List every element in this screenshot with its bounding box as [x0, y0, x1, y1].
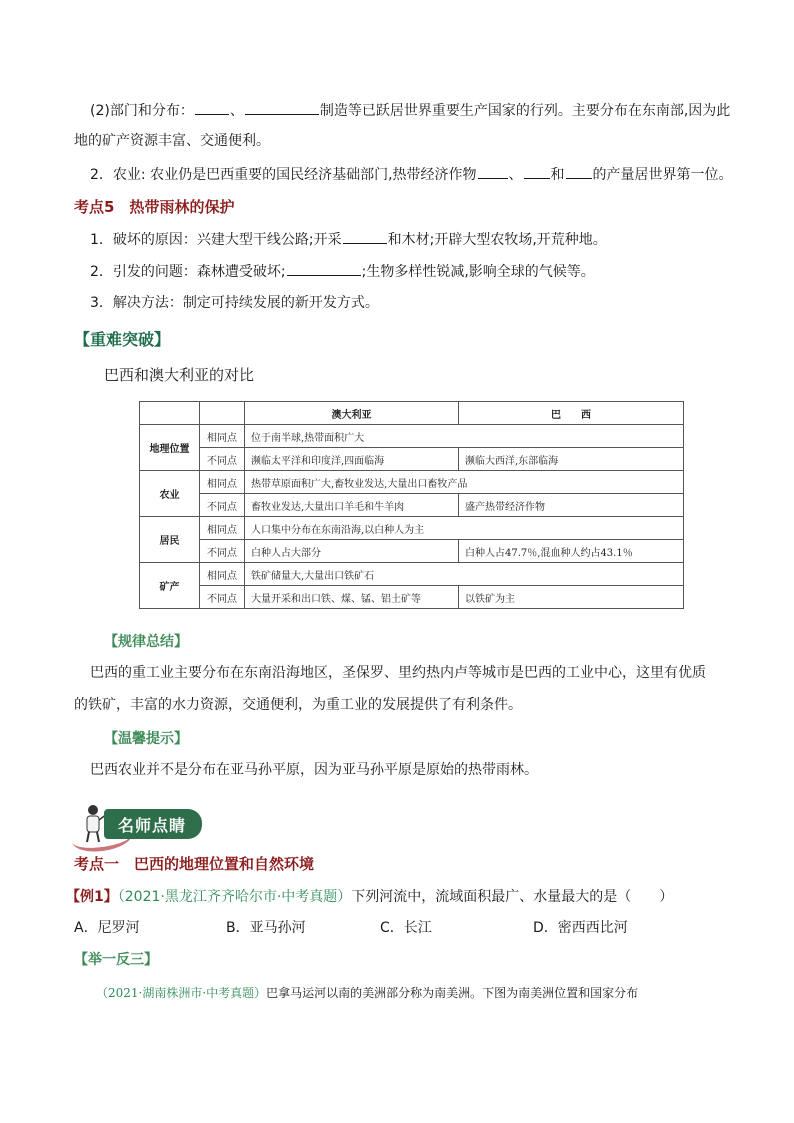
answer-option-c[interactable]: C．长江 — [380, 920, 432, 936]
category-cell: 居民 — [140, 517, 200, 563]
same-text: 位于南半球,热带面积广大 — [245, 425, 684, 448]
text-segment: 1．破坏的原因：兴建大型干线公路;开采 — [90, 232, 342, 248]
same-text: 热带草原面积广大,畜牧业发达,大量出口畜牧产品 — [245, 471, 684, 494]
fill-blank[interactable] — [287, 261, 361, 276]
fill-blank[interactable] — [195, 100, 229, 115]
same-label: 相同点 — [200, 425, 245, 448]
section-label-zhongnan: 【重难突破】 — [74, 330, 171, 349]
question-text: 巴拿马运河以南的美洲部分称为南美洲。下图为南美洲位置和国家分布 — [266, 986, 639, 1000]
table-row — [140, 448, 684, 471]
text-segment: 2．农业: 农业仍是巴西重要的国民经济基础部门,热带经济作物 — [90, 167, 477, 183]
brazil-cell: 以铁矿为主 — [459, 586, 684, 609]
industry-line-cont: 地的矿产资源丰富、交通便利。 — [74, 133, 270, 149]
wenxin-text: 巴西农业并不是分布在亚马孙平原，因为亚马孙平原是原始的热带雨林。 — [90, 762, 538, 778]
brazil-cell: 濒临大西洋,东部临海 — [459, 448, 684, 471]
section-label-wenxin: 【温馨提示】 — [104, 731, 188, 747]
text-segment: 制造等已跃居世界重要生产国家的行列。主要分布在东南部,因为此 — [319, 103, 731, 119]
text-segment: 、 — [229, 103, 244, 119]
question-source: （2021·湖南株洲市·中考真题） — [96, 986, 267, 1000]
table-row — [140, 471, 684, 494]
question-source: （2021·黑龙江齐齐哈尔市·中考真题） — [117, 889, 352, 905]
category-cell: 农业 — [140, 471, 200, 517]
fill-blank[interactable] — [566, 164, 592, 179]
table-row — [140, 425, 684, 448]
fill-blank[interactable] — [343, 229, 387, 244]
same-label: 相同点 — [200, 517, 245, 540]
table-row — [140, 586, 684, 609]
answer-option-d[interactable]: D．密西西比河 — [533, 920, 628, 936]
same-label: 相同点 — [200, 471, 245, 494]
category-cell: 地理位置 — [140, 425, 200, 471]
industry-line — [90, 100, 730, 121]
guilv-text-1: 巴西的重工业主要分布在东南沿海地区，圣保罗、里约热内卢等城市是巴西的工业中心，这里有优质 — [90, 665, 706, 681]
text-segment: 和木材;开辟大型农牧场,开荒种地。 — [387, 232, 607, 248]
example-tag: 【例1】 — [66, 889, 118, 905]
text-segment: 的产量居世界第一位。 — [592, 167, 733, 183]
australia-cell: 濒临太平洋和印度洋,四面临海 — [245, 448, 459, 471]
diff-label: 不同点 — [200, 586, 245, 609]
same-text: 人口集中分布在东南沿海,以白种人为主 — [245, 517, 684, 540]
header-blank — [200, 402, 245, 425]
table-row — [140, 517, 684, 540]
section-heading-kp1: 考点一 巴西的地理位置和自然环境 — [74, 855, 315, 873]
guilv-text-2: 的铁矿，丰富的水力资源，交通便利，为重工业的发展提供了有利条件。 — [74, 697, 522, 713]
agriculture-line — [90, 164, 733, 185]
brazil-cell: 白种人占47.7％,混血种人约占43.1％ — [459, 540, 684, 563]
fill-blank[interactable] — [245, 100, 319, 115]
diff-label: 不同点 — [200, 448, 245, 471]
table-row — [140, 494, 684, 517]
brazil-cell: 盛产热带经济作物 — [459, 494, 684, 517]
text-segment: (2)部门和分布： — [90, 103, 194, 119]
header-blank — [140, 402, 200, 425]
australia-cell: 白种人占大部分 — [245, 540, 459, 563]
answer-option-a[interactable]: A．尼罗河 — [74, 920, 140, 936]
rainforest-problem — [90, 261, 595, 282]
australia-cell: 畜牧业发达,大量出口羊毛和牛羊肉 — [245, 494, 459, 517]
comparison-table — [139, 401, 684, 609]
category-cell: 矿产 — [140, 563, 200, 609]
text-segment: 和 — [550, 167, 565, 183]
diff-label: 不同点 — [200, 494, 245, 517]
rainforest-reason — [90, 229, 607, 250]
badge-label: 名师点睛 — [118, 816, 187, 835]
table-header-row — [140, 402, 684, 425]
section-label-guilv: 【规律总结】 — [104, 634, 188, 650]
example-question — [66, 887, 673, 907]
same-text: 铁矿储量大,大量出口铁矿石 — [245, 563, 684, 586]
section-label-juyi: 【举一反三】 — [74, 952, 158, 968]
header-brazil: 巴 西 — [459, 402, 684, 425]
text-segment: 2．引发的问题：森林遭受破坏; — [90, 264, 286, 280]
text-segment: 、 — [508, 167, 523, 183]
fill-blank[interactable] — [524, 164, 550, 179]
australia-cell: 大量开采和出口铁、煤、锰、铝土矿等 — [245, 586, 459, 609]
header-australia: 澳大利亚 — [245, 402, 459, 425]
same-label: 相同点 — [200, 563, 245, 586]
diff-label: 不同点 — [200, 540, 245, 563]
rainforest-solution: 3．解决方法：制定可持续发展的新开发方式。 — [90, 295, 379, 311]
table-row — [140, 540, 684, 563]
table-row — [140, 563, 684, 586]
practice-question — [96, 983, 638, 1003]
answer-option-b[interactable]: B．亚马孙河 — [226, 920, 306, 936]
table-title: 巴西和澳大利亚的对比 — [104, 366, 255, 384]
text-segment: ;生物多样性锐减,影响全球的气候等。 — [361, 264, 595, 280]
teacher-tips-badge — [66, 803, 206, 847]
fill-blank[interactable] — [478, 164, 508, 179]
section-heading-kp5: 考点5 热带雨林的保护 — [74, 198, 235, 216]
question-text: 下列河流中，流域面积最广、水量最大的是（ ） — [351, 889, 674, 905]
